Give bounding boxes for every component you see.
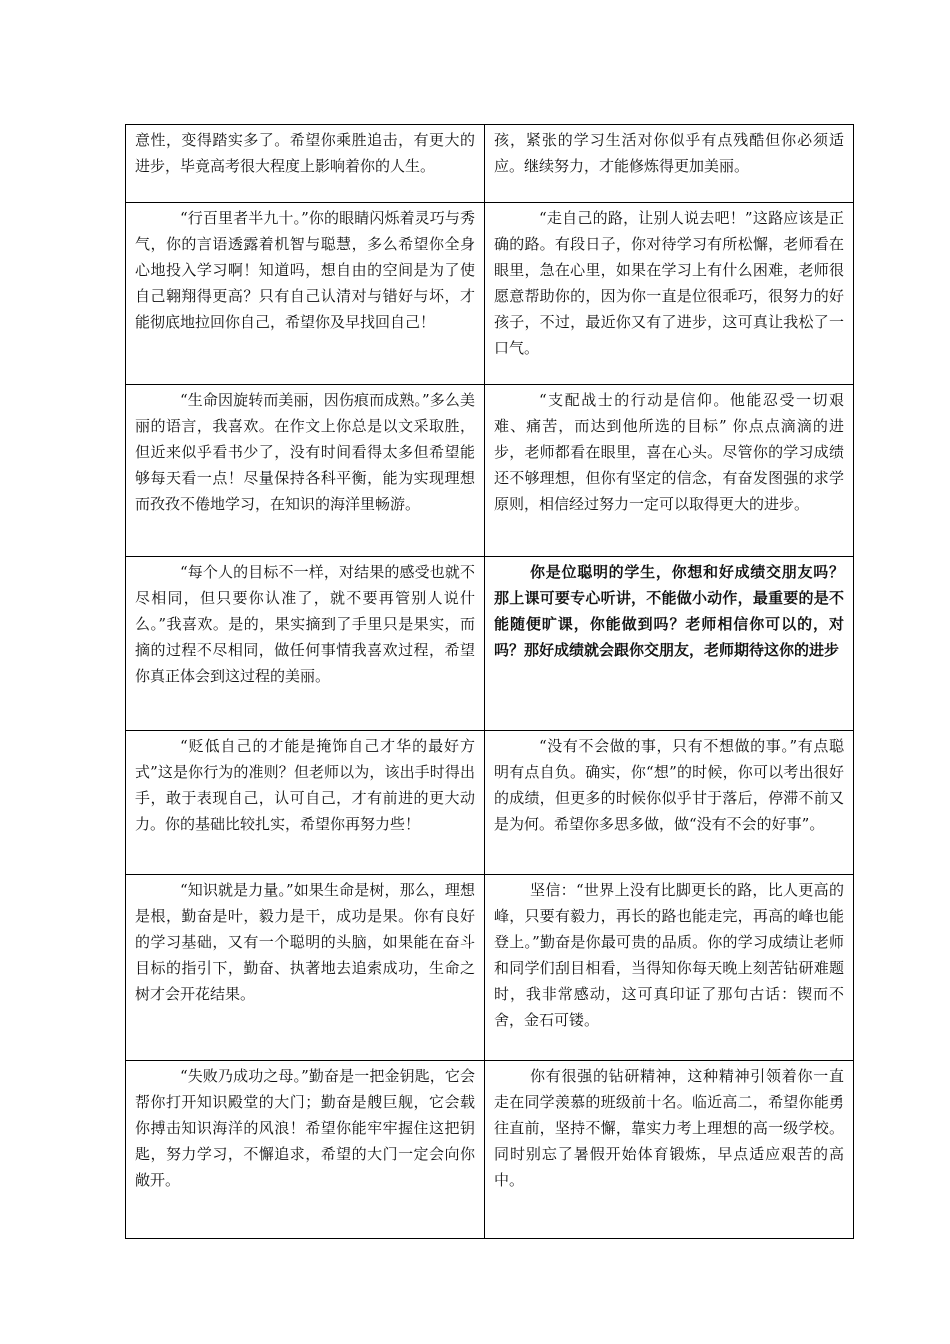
table-row [126,875,854,1061]
comment-cell-right: “支配战士的行动是信仰。他能忍受一切艰难、痛苦，而达到他所选的目标” 你点点滴滴的进步，老师都看在眼里，喜在心头。尽管你的学习成绩还不够理想，但你有坚定的信念，有奋发图强的求学原则，相信经过努力一定可以取得更大的进步。 [485,385,854,557]
table-row [126,1061,854,1239]
comment-cell-left: “失败乃成功之母。”勤奋是一把金钥匙，它会帮你打开知识殿堂的大门；勤奋是艘巨舰，它会载你搏击知识海洋的风浪！希望你能牢牢握住这把钥匙，努力学习，不懈追求，希望的大门一定会向你敞开。 [126,1061,485,1239]
comment-cell-left: “贬低自己的才能是掩饰自己才华的最好方式”这是你行为的准则？但老师以为，该出手时得出手，敢于表现自己，认可自己，才有前进的更大动力。你的基础比较扎实，希望你再努力些！ [126,731,485,875]
comment-cell-right: “走自己的路，让别人说去吧！”这路应该是正确的路。有段日子，你对待学习有所松懈，老师看在眼里，急在心里，如果在学习上有什么困难，老师很愿意帮助你的，因为你一直是位很乖巧，很努力的好孩子，不过，最近你又有了进步，这可真让我松了一口气。 [485,203,854,385]
comment-cell-right: “没有不会做的事，只有不想做的事。”有点聪明有点自负。确实，你“想”的时候，你可以考出很好的成绩，但更多的时候你似乎甘于落后，停滞不前又是为何。希望你多思多做，做“没有不会的好事”。 [485,731,854,875]
comment-cell-left: “行百里者半九十。”你的眼睛闪烁着灵巧与秀气，你的言语透露着机智与聪慧，多么希望你全身心地投入学习啊！知道吗，想自由的空间是为了使自己翱翔得更高？只有自己认清对与错好与坏，才能彻底地拉回你自己，希望你及早找回自己！ [126,203,485,385]
comment-cell-left: “生命因旋转而美丽，因伤痕而成熟。”多么美丽的语言，我喜欢。在作文上你总是以文采取胜，但近来似乎看书少了，没有时间看得太多但希望能够每天看一点！尽量保持各科平衡，能为实现理想而孜孜不倦地学习，在知识的海洋里畅游。 [126,385,485,557]
teacher-comments-table [125,124,854,1239]
table-row [126,557,854,731]
comment-cell-right: 坚信：“世界上没有比脚更长的路，比人更高的峰，只要有毅力，再长的路也能走完，再高的峰也能登上。”勤奋是你最可贵的品质。你的学习成绩让老师和同学们刮目相看，当得知你每天晚上刻苦钻研难题时，我非常感动，这可真印证了那句古话：锲而不舍，金石可镂。 [485,875,854,1061]
table-row [126,731,854,875]
table-row [126,203,854,385]
table-row [126,385,854,557]
comment-cell-right: 你有很强的钻研精神，这种精神引领着你一直走在同学羡慕的班级前十名。临近高二，希望你能勇往直前，坚持不懈，靠实力考上理想的高一级学校。同时别忘了暑假开始体育锻炼，早点适应艰苦的高中。 [485,1061,854,1239]
comment-cell-right: 孩，紧张的学习生活对你似乎有点残酷但你必须适应。继续努力，才能修炼得更加美丽。 [485,125,854,203]
comment-cell-left: “每个人的目标不一样，对结果的感受也就不尽相同，但只要你认准了，就不要再管别人说什么。”我喜欢。是的，果实摘到了手里只是果实，而摘的过程不尽相同，做任何事情我喜欢过程，希望你真正体会到这过程的美丽。 [126,557,485,731]
comment-cell-right: 你是位聪明的学生，你想和好成绩交朋友吗？那上课可要专心听讲，不能做小动作，最重要的是不能随便旷课，你能做到吗？老师相信你可以的，对吗？那好成绩就会跟你交朋友，老师期待这你的进步 [485,557,854,731]
comment-cell-left: 意性，变得踏实多了。希望你乘胜追击，有更大的进步，毕竟高考很大程度上影响着你的人生。 [126,125,485,203]
comment-cell-left: “知识就是力量。”如果生命是树，那么，理想是根，勤奋是叶，毅力是干，成功是果。你有良好的学习基础，又有一个聪明的头脑，如果能在奋斗目标的指引下，勤奋、执著地去追索成功，生命之树才会开花结果。 [126,875,485,1061]
table-row [126,125,854,203]
